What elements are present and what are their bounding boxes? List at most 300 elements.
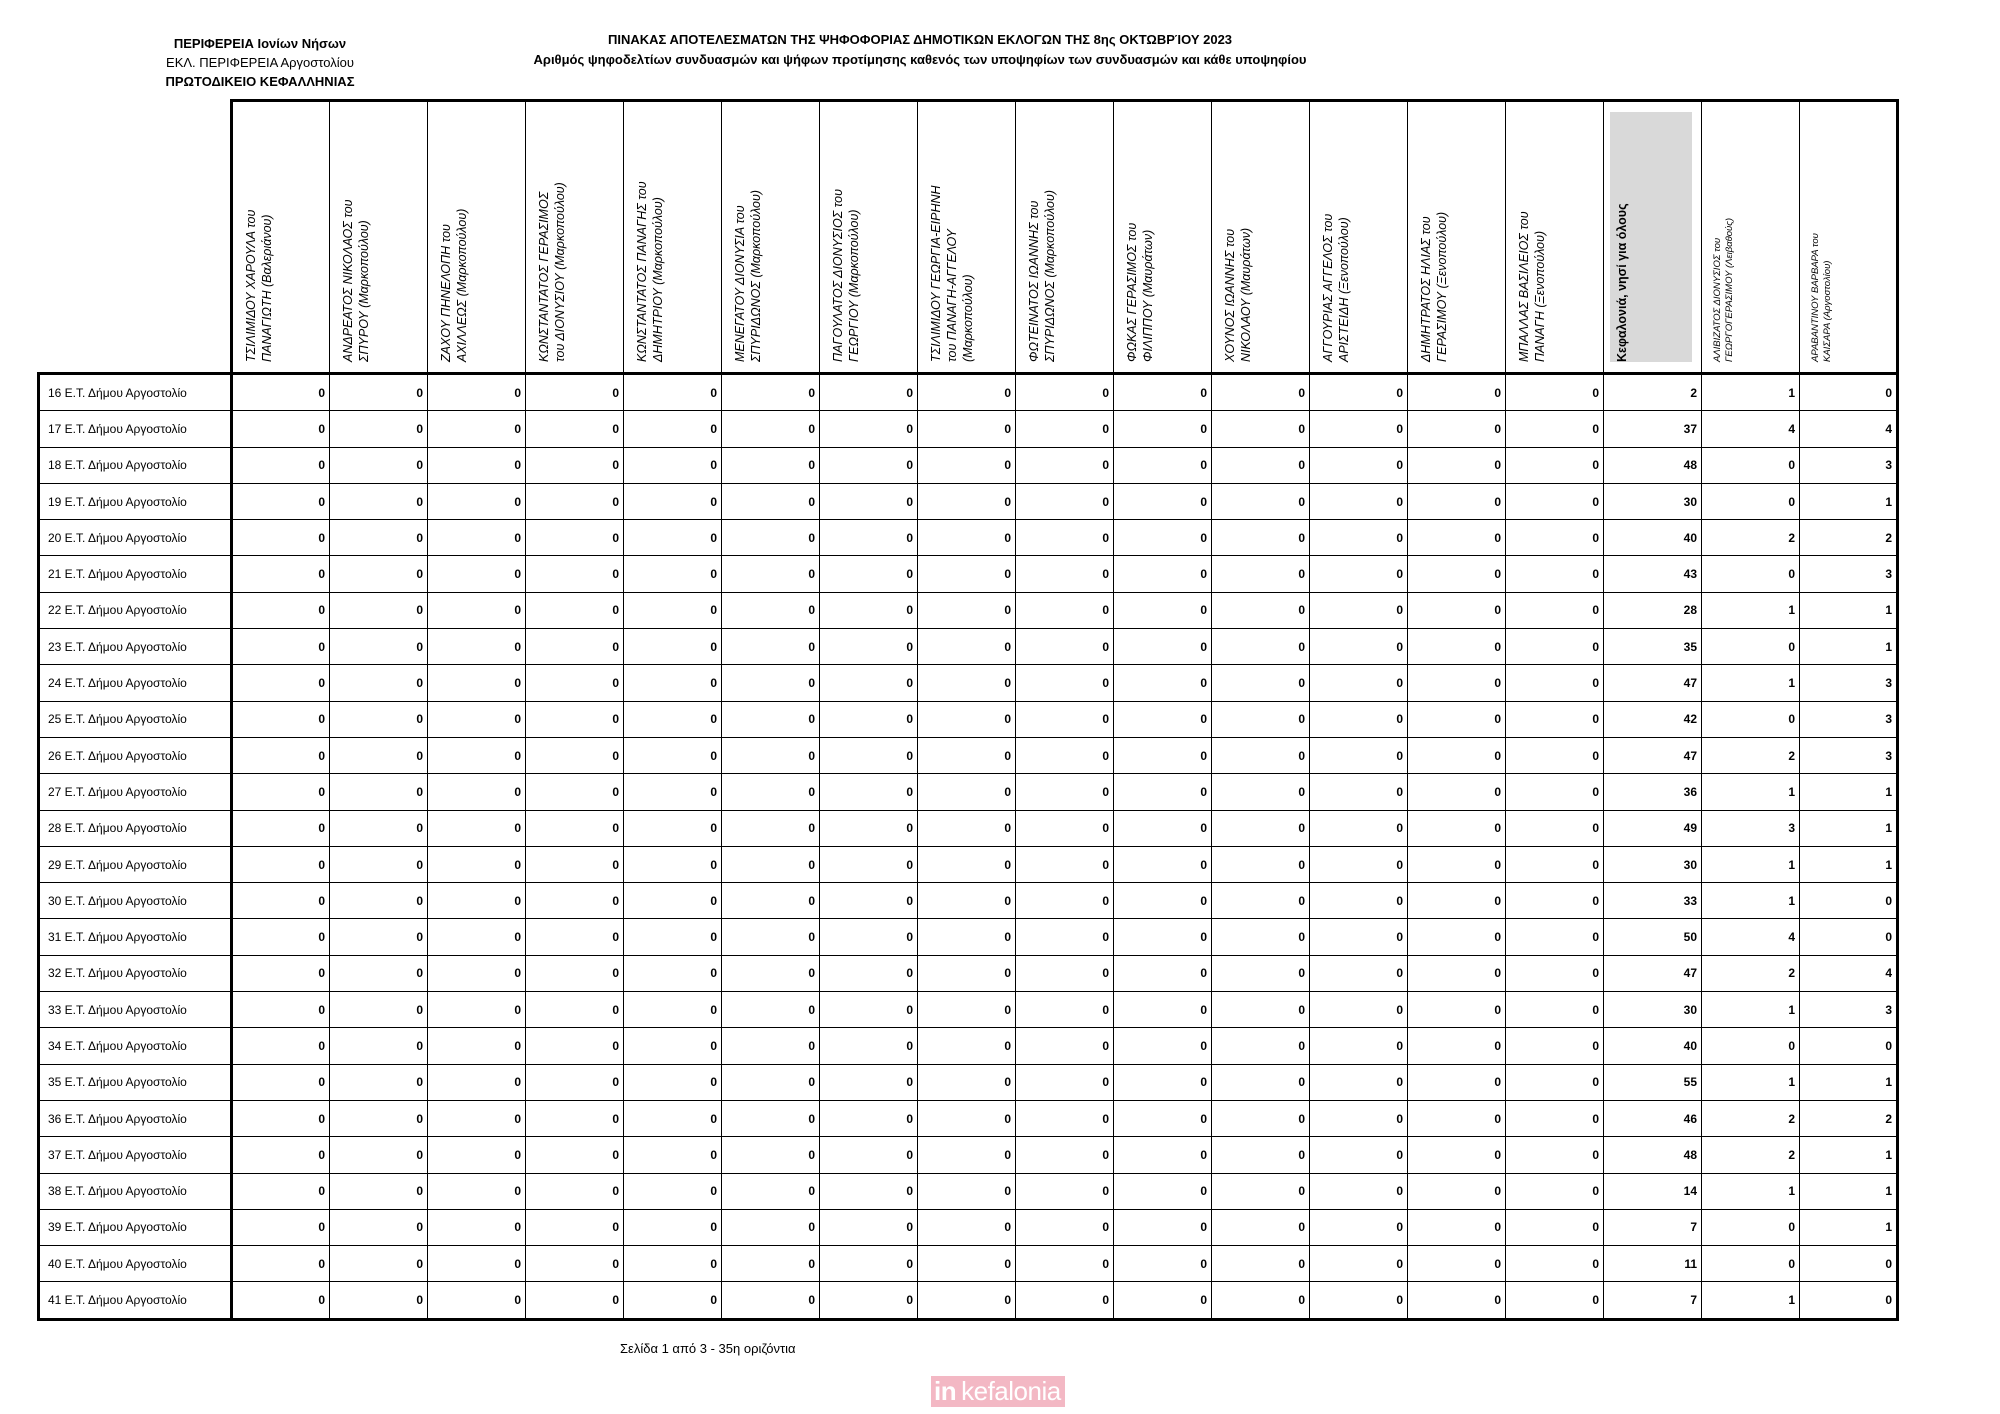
vote-cell: 0 — [722, 1246, 820, 1282]
vote-cell: 0 — [1016, 737, 1114, 773]
vote-cell: 0 — [1212, 665, 1310, 701]
vote-cell: 0 — [624, 737, 722, 773]
vote-cell: 0 — [1800, 883, 1898, 919]
vote-cell: 0 — [722, 774, 820, 810]
vote-cell: 0 — [526, 701, 624, 737]
station-name: 16 Ε.Τ. Δήμου Αργοστολίο — [39, 374, 232, 411]
vote-cell: 0 — [1016, 556, 1114, 592]
vote-cell: 0 — [1702, 1209, 1800, 1245]
vote-cell: 0 — [1016, 955, 1114, 991]
vote-cell: 0 — [1114, 1282, 1212, 1319]
station-name: 25 Ε.Τ. Δήμου Αργοστολίο — [39, 701, 232, 737]
vote-cell: 42 — [1604, 701, 1702, 737]
vote-cell: 0 — [232, 992, 330, 1028]
vote-cell: 0 — [526, 846, 624, 882]
vote-cell: 0 — [1506, 629, 1604, 665]
table-row — [39, 520, 1898, 556]
vote-cell: 0 — [232, 1173, 330, 1209]
vote-cell: 0 — [624, 1173, 722, 1209]
vote-cell: 0 — [232, 701, 330, 737]
vote-cell: 0 — [722, 447, 820, 483]
table-row — [39, 1246, 1898, 1282]
vote-cell: 0 — [428, 1246, 526, 1282]
document-subtitle: Αριθμός ψηφοδελτίων συνδυασμών και ψήφων προτίμησης καθενός των υποψηφίων των συνδυασμών και κάθε υποψηφίου — [533, 52, 1307, 67]
table-row — [39, 1282, 1898, 1319]
vote-cell: 0 — [1016, 1137, 1114, 1173]
vote-cell: 0 — [428, 483, 526, 519]
vote-cell: 0 — [1506, 774, 1604, 810]
vote-cell: 0 — [1114, 592, 1212, 628]
vote-cell: 0 — [1408, 1064, 1506, 1100]
vote-cell: 0 — [232, 447, 330, 483]
vote-cell: 0 — [1212, 411, 1310, 447]
vote-cell: 0 — [820, 411, 918, 447]
vote-cell: 0 — [1114, 520, 1212, 556]
vote-cell: 0 — [1114, 919, 1212, 955]
table-row — [39, 665, 1898, 701]
vote-cell: 0 — [330, 665, 428, 701]
vote-cell: 0 — [1212, 1282, 1310, 1319]
vote-cell: 0 — [232, 846, 330, 882]
vote-cell: 48 — [1604, 1137, 1702, 1173]
vote-cell: 37 — [1604, 411, 1702, 447]
vote-cell: 0 — [1506, 556, 1604, 592]
vote-cell: 0 — [1408, 592, 1506, 628]
vote-cell: 1 — [1800, 774, 1898, 810]
vote-cell: 0 — [526, 737, 624, 773]
vote-cell: 0 — [1310, 1246, 1408, 1282]
vote-cell: 0 — [1506, 1209, 1604, 1245]
vote-cell: 0 — [1114, 665, 1212, 701]
vote-cell: 0 — [526, 1246, 624, 1282]
vote-cell: 1 — [1702, 1282, 1800, 1319]
vote-cell: 2 — [1702, 1137, 1800, 1173]
court-name: ΠΡΩΤΟΔΙΚΕΙΟ ΚΕΦΑΛΛΗΝΙΑΣ — [165, 74, 355, 89]
vote-cell: 0 — [1114, 992, 1212, 1028]
vote-cell: 0 — [1310, 774, 1408, 810]
vote-cell: 0 — [428, 1137, 526, 1173]
vote-cell: 0 — [820, 774, 918, 810]
watermark-logo — [931, 1375, 1065, 1407]
vote-cell: 0 — [428, 1173, 526, 1209]
station-name: 23 Ε.Τ. Δήμου Αργοστολίο — [39, 629, 232, 665]
vote-cell: 0 — [624, 592, 722, 628]
vote-cell: 0 — [1016, 411, 1114, 447]
column-header: ΤΣΙΛΙΜΙΔΟΥ ΓΕΩΡΓΙΑ-ΕΙΡΗΝΗ του ΠΑΝΑΓΗ-ΑΓΓΕΛΟΥ (Μαρκοπούλου) — [918, 101, 1016, 374]
vote-cell: 0 — [1506, 701, 1604, 737]
vote-cell: 0 — [330, 1209, 428, 1245]
vote-cell: 0 — [624, 1282, 722, 1319]
party-column-header: Κεφαλονιά, νησί για όλους — [1604, 101, 1702, 374]
vote-cell: 0 — [1212, 1137, 1310, 1173]
station-name: 17 Ε.Τ. Δήμου Αργοστολίο — [39, 411, 232, 447]
station-name: 33 Ε.Τ. Δήμου Αργοστολίο — [39, 992, 232, 1028]
vote-cell: 0 — [1212, 556, 1310, 592]
vote-cell: 0 — [820, 1028, 918, 1064]
vote-cell: 0 — [1506, 1100, 1604, 1136]
vote-cell: 0 — [722, 846, 820, 882]
vote-cell: 0 — [1016, 1028, 1114, 1064]
column-header: ΑΛΙΒΙΖΑΤΟΣ ΔΙΟΝΥΣΙΟΣ του ΓΕΩΡΓΟΓΕΡΑΣΙΜΟΥ (Λειβαθούς) — [1702, 101, 1800, 374]
vote-cell: 0 — [1212, 1246, 1310, 1282]
vote-cell: 0 — [1212, 374, 1310, 411]
vote-cell: 0 — [1310, 483, 1408, 519]
vote-cell: 0 — [232, 737, 330, 773]
vote-cell: 0 — [918, 1064, 1016, 1100]
vote-cell: 1 — [1702, 592, 1800, 628]
vote-cell: 30 — [1604, 483, 1702, 519]
vote-cell: 0 — [1114, 411, 1212, 447]
vote-cell: 0 — [1212, 810, 1310, 846]
vote-cell: 0 — [722, 701, 820, 737]
vote-cell: 0 — [330, 1137, 428, 1173]
vote-cell: 0 — [820, 810, 918, 846]
vote-cell: 0 — [232, 483, 330, 519]
vote-cell: 0 — [526, 411, 624, 447]
results-table — [37, 99, 1899, 1321]
vote-cell: 0 — [1702, 1028, 1800, 1064]
table-row — [39, 701, 1898, 737]
vote-cell: 0 — [1506, 1028, 1604, 1064]
table-row — [39, 1173, 1898, 1209]
vote-cell: 0 — [722, 919, 820, 955]
vote-cell: 0 — [232, 1100, 330, 1136]
vote-cell: 0 — [330, 846, 428, 882]
column-header: ΑΝΔΡΕΑΤΟΣ ΝΙΚΟΛΑΟΣ του ΣΠΥΡΟΥ (Μαρκοπούλου) — [330, 101, 428, 374]
vote-cell: 0 — [1310, 883, 1408, 919]
vote-cell: 0 — [1310, 447, 1408, 483]
vote-cell: 0 — [330, 592, 428, 628]
vote-cell: 1 — [1800, 629, 1898, 665]
vote-cell: 0 — [1114, 1028, 1212, 1064]
vote-cell: 1 — [1800, 483, 1898, 519]
vote-cell: 0 — [1016, 883, 1114, 919]
vote-cell: 0 — [1310, 556, 1408, 592]
vote-cell: 0 — [1506, 1173, 1604, 1209]
vote-cell: 0 — [1016, 1209, 1114, 1245]
vote-cell: 0 — [526, 1064, 624, 1100]
table-row — [39, 629, 1898, 665]
vote-cell: 0 — [624, 955, 722, 991]
vote-cell: 3 — [1800, 992, 1898, 1028]
vote-cell: 0 — [918, 1209, 1016, 1245]
vote-cell: 0 — [330, 520, 428, 556]
vote-cell: 0 — [918, 592, 1016, 628]
vote-cell: 0 — [1114, 1246, 1212, 1282]
vote-cell: 0 — [624, 411, 722, 447]
vote-cell: 0 — [330, 955, 428, 991]
vote-cell: 0 — [330, 1173, 428, 1209]
vote-cell: 0 — [330, 774, 428, 810]
vote-cell: 0 — [624, 1246, 722, 1282]
station-name: 41 Ε.Τ. Δήμου Αργοστολίο — [39, 1282, 232, 1319]
vote-cell: 0 — [918, 846, 1016, 882]
vote-cell: 0 — [1310, 665, 1408, 701]
vote-cell: 0 — [526, 1100, 624, 1136]
vote-cell: 0 — [1310, 1209, 1408, 1245]
vote-cell: 0 — [1310, 955, 1408, 991]
vote-cell: 0 — [722, 737, 820, 773]
vote-cell: 0 — [1114, 1209, 1212, 1245]
vote-cell: 0 — [820, 665, 918, 701]
vote-cell: 0 — [232, 883, 330, 919]
vote-cell: 11 — [1604, 1246, 1702, 1282]
vote-cell: 0 — [1212, 1028, 1310, 1064]
vote-cell: 0 — [1016, 1100, 1114, 1136]
station-name: 31 Ε.Τ. Δήμου Αργοστολίο — [39, 919, 232, 955]
vote-cell: 0 — [1114, 447, 1212, 483]
vote-cell: 0 — [428, 883, 526, 919]
vote-cell: 3 — [1800, 447, 1898, 483]
station-name: 30 Ε.Τ. Δήμου Αργοστολίο — [39, 883, 232, 919]
vote-cell: 0 — [330, 883, 428, 919]
vote-cell: 0 — [232, 919, 330, 955]
vote-cell: 0 — [526, 1209, 624, 1245]
vote-cell: 0 — [1016, 701, 1114, 737]
vote-cell: 0 — [1408, 556, 1506, 592]
vote-cell: 0 — [428, 846, 526, 882]
vote-cell: 0 — [722, 1209, 820, 1245]
vote-cell: 3 — [1800, 556, 1898, 592]
vote-cell: 0 — [1310, 629, 1408, 665]
vote-cell: 2 — [1702, 737, 1800, 773]
station-name: 34 Ε.Τ. Δήμου Αργοστολίο — [39, 1028, 232, 1064]
station-name: 24 Ε.Τ. Δήμου Αργοστολίο — [39, 665, 232, 701]
vote-cell: 0 — [1016, 520, 1114, 556]
vote-cell: 0 — [1506, 1246, 1604, 1282]
vote-cell: 0 — [1506, 737, 1604, 773]
vote-cell: 0 — [1114, 629, 1212, 665]
vote-cell: 0 — [1212, 846, 1310, 882]
vote-cell: 0 — [1212, 520, 1310, 556]
vote-cell: 0 — [1506, 846, 1604, 882]
vote-cell: 0 — [428, 556, 526, 592]
vote-cell: 0 — [526, 883, 624, 919]
vote-cell: 0 — [1800, 1282, 1898, 1319]
vote-cell: 0 — [232, 810, 330, 846]
vote-cell: 0 — [1800, 1246, 1898, 1282]
logo-part-in: in — [931, 1376, 959, 1407]
vote-cell: 0 — [722, 520, 820, 556]
station-name: 20 Ε.Τ. Δήμου Αργοστολίο — [39, 520, 232, 556]
table-row — [39, 592, 1898, 628]
vote-cell: 0 — [918, 737, 1016, 773]
vote-cell: 0 — [330, 483, 428, 519]
vote-cell: 0 — [232, 411, 330, 447]
vote-cell: 0 — [526, 1173, 624, 1209]
vote-cell: 1 — [1702, 883, 1800, 919]
vote-cell: 0 — [918, 955, 1016, 991]
vote-cell: 0 — [428, 955, 526, 991]
vote-cell: 0 — [526, 556, 624, 592]
vote-cell: 0 — [1310, 919, 1408, 955]
vote-cell: 0 — [1016, 374, 1114, 411]
vote-cell: 0 — [1408, 665, 1506, 701]
vote-cell: 1 — [1702, 1173, 1800, 1209]
vote-cell: 0 — [624, 1028, 722, 1064]
vote-cell: 0 — [526, 810, 624, 846]
vote-cell: 0 — [1310, 992, 1408, 1028]
vote-cell: 0 — [820, 1064, 918, 1100]
vote-cell: 0 — [722, 374, 820, 411]
vote-cell: 0 — [624, 556, 722, 592]
vote-cell: 0 — [1310, 810, 1408, 846]
vote-cell: 0 — [1408, 810, 1506, 846]
vote-cell: 49 — [1604, 810, 1702, 846]
vote-cell: 0 — [1408, 1028, 1506, 1064]
vote-cell: 0 — [330, 447, 428, 483]
vote-cell: 0 — [820, 447, 918, 483]
vote-cell: 3 — [1702, 810, 1800, 846]
vote-cell: 0 — [1310, 1064, 1408, 1100]
vote-cell: 0 — [722, 810, 820, 846]
column-header: ΠΑΓΟΥΛΑΤΟΣ ΔΙΟΝΥΣΙΟΣ του ΓΕΩΡΓΙΟΥ (Μαρκοπούλου) — [820, 101, 918, 374]
vote-cell: 0 — [624, 992, 722, 1028]
vote-cell: 0 — [1114, 810, 1212, 846]
vote-cell: 0 — [1212, 483, 1310, 519]
vote-cell: 1 — [1800, 1173, 1898, 1209]
vote-cell: 0 — [1800, 1028, 1898, 1064]
vote-cell: 0 — [722, 483, 820, 519]
vote-cell: 0 — [1212, 1100, 1310, 1136]
table-row — [39, 1137, 1898, 1173]
vote-cell: 47 — [1604, 665, 1702, 701]
table-row — [39, 556, 1898, 592]
vote-cell: 1 — [1800, 846, 1898, 882]
vote-cell: 48 — [1604, 447, 1702, 483]
vote-cell: 2 — [1800, 520, 1898, 556]
vote-cell: 0 — [722, 883, 820, 919]
vote-cell: 1 — [1800, 592, 1898, 628]
vote-cell: 0 — [232, 592, 330, 628]
vote-cell: 0 — [624, 701, 722, 737]
table-row — [39, 883, 1898, 919]
vote-cell: 0 — [1408, 1209, 1506, 1245]
page-indicator: Σελίδα 1 από 3 - 35η οριζόντια — [620, 1341, 796, 1356]
vote-cell: 0 — [1016, 665, 1114, 701]
column-header: ΦΩΤΕΙΝΑΤΟΣ ΙΩΑΝΝΗΣ του ΣΠΥΡΙΔΩΝΟΣ (Μαρκοπούλου) — [1016, 101, 1114, 374]
vote-cell: 0 — [1506, 374, 1604, 411]
vote-cell: 0 — [722, 629, 820, 665]
vote-cell: 0 — [428, 411, 526, 447]
vote-cell: 1 — [1800, 1064, 1898, 1100]
station-name: 26 Ε.Τ. Δήμου Αργοστολίο — [39, 737, 232, 773]
vote-cell: 0 — [232, 374, 330, 411]
vote-cell: 0 — [722, 411, 820, 447]
vote-cell: 0 — [918, 447, 1016, 483]
vote-cell: 0 — [1114, 1100, 1212, 1136]
table-row — [39, 919, 1898, 955]
vote-cell: 0 — [1702, 1246, 1800, 1282]
vote-cell: 0 — [1016, 774, 1114, 810]
station-name: 28 Ε.Τ. Δήμου Αργοστολίο — [39, 810, 232, 846]
vote-cell: 0 — [526, 992, 624, 1028]
vote-cell: 0 — [1310, 374, 1408, 411]
vote-cell: 0 — [428, 520, 526, 556]
vote-cell: 0 — [1408, 1246, 1506, 1282]
vote-cell: 0 — [1506, 883, 1604, 919]
vote-cell: 1 — [1702, 1064, 1800, 1100]
vote-cell: 0 — [526, 1282, 624, 1319]
vote-cell: 0 — [330, 411, 428, 447]
vote-cell: 0 — [330, 810, 428, 846]
vote-cell: 0 — [330, 1100, 428, 1136]
vote-cell: 4 — [1800, 955, 1898, 991]
vote-cell: 0 — [428, 665, 526, 701]
vote-cell: 0 — [820, 520, 918, 556]
vote-cell: 0 — [1016, 1246, 1114, 1282]
vote-cell: 0 — [918, 556, 1016, 592]
vote-cell: 0 — [624, 665, 722, 701]
vote-cell: 0 — [1310, 737, 1408, 773]
vote-cell: 2 — [1702, 955, 1800, 991]
vote-cell: 0 — [1212, 883, 1310, 919]
vote-cell: 0 — [1506, 1064, 1604, 1100]
vote-cell: 0 — [918, 701, 1016, 737]
vote-cell: 0 — [1212, 447, 1310, 483]
vote-cell: 0 — [1114, 701, 1212, 737]
vote-cell: 0 — [1800, 919, 1898, 955]
vote-cell: 7 — [1604, 1209, 1702, 1245]
station-name: 19 Ε.Τ. Δήμου Αργοστολίο — [39, 483, 232, 519]
table-row — [39, 846, 1898, 882]
vote-cell: 0 — [1212, 919, 1310, 955]
vote-cell: 0 — [918, 1282, 1016, 1319]
vote-cell: 2 — [1702, 1100, 1800, 1136]
vote-cell: 0 — [918, 411, 1016, 447]
vote-cell: 0 — [428, 447, 526, 483]
vote-cell: 0 — [820, 737, 918, 773]
vote-cell: 0 — [1408, 846, 1506, 882]
vote-cell: 0 — [722, 1137, 820, 1173]
vote-cell: 0 — [1016, 992, 1114, 1028]
vote-cell: 0 — [232, 1064, 330, 1100]
vote-cell: 0 — [820, 919, 918, 955]
vote-cell: 4 — [1800, 411, 1898, 447]
vote-cell: 0 — [820, 883, 918, 919]
vote-cell: 0 — [918, 483, 1016, 519]
vote-cell: 7 — [1604, 1282, 1702, 1319]
table-row — [39, 411, 1898, 447]
table-row — [39, 1209, 1898, 1245]
vote-cell: 1 — [1702, 846, 1800, 882]
column-header: ΔΗΜΗΤΡΑΤΟΣ ΗΛΙΑΣ του ΓΕΡΑΣΙΜΟΥ (Ξενοπούλου) — [1408, 101, 1506, 374]
vote-cell: 0 — [1310, 1028, 1408, 1064]
vote-cell: 0 — [428, 774, 526, 810]
column-header: ΑΓΓΟΥΡΙΑΣ ΑΓΓΕΛΟΣ του ΑΡΙΣΤΕΙΔΗ (Ξενοπούλου) — [1310, 101, 1408, 374]
vote-cell: 0 — [1800, 374, 1898, 411]
vote-cell: 0 — [1310, 701, 1408, 737]
vote-cell: 0 — [624, 1137, 722, 1173]
vote-cell: 0 — [624, 447, 722, 483]
vote-cell: 0 — [526, 955, 624, 991]
vote-cell: 4 — [1702, 411, 1800, 447]
column-header: ΖΑΧΟΥ ΠΗΝΕΛΟΠΗ του ΑΧΙΛΛΕΩΣ (Μαρκοπούλου) — [428, 101, 526, 374]
vote-cell: 1 — [1702, 992, 1800, 1028]
vote-cell: 0 — [918, 1137, 1016, 1173]
vote-cell: 0 — [232, 1282, 330, 1319]
station-name: 37 Ε.Τ. Δήμου Αργοστολίο — [39, 1137, 232, 1173]
electoral-region: ΕΚΛ. ΠΕΡΙΦΕΡΕΙΑ Αργοστολίου — [166, 55, 354, 70]
vote-cell: 0 — [1212, 737, 1310, 773]
vote-cell: 0 — [820, 701, 918, 737]
vote-cell: 0 — [1408, 1137, 1506, 1173]
vote-cell: 0 — [1506, 1137, 1604, 1173]
vote-cell: 0 — [1408, 883, 1506, 919]
vote-cell: 0 — [1506, 665, 1604, 701]
vote-cell: 0 — [1506, 520, 1604, 556]
vote-cell: 2 — [1604, 374, 1702, 411]
